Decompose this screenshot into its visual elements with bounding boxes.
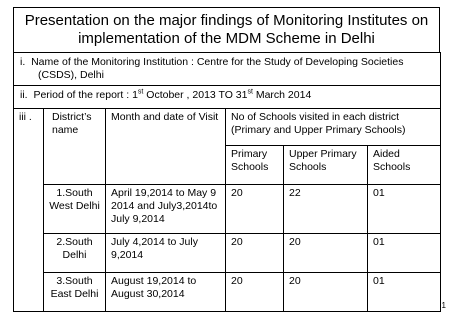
primary-count: 20 (226, 273, 284, 312)
header-row (14, 109, 441, 146)
district-name: 1.South West Delhi (44, 185, 106, 234)
visit-dates: July 4,2014 to July 9,2014 (106, 234, 226, 273)
row-institution (14, 53, 441, 86)
period-text-c: March 2014 (252, 89, 312, 101)
title-line-2: implementation of the MDM Scheme in Delhi (78, 30, 375, 47)
upper-primary-count: 20 (284, 234, 368, 273)
aided-count: 01 (368, 273, 441, 312)
upper-primary-count: 20 (284, 273, 368, 312)
title-line-1: Presentation on the major findings of Monitoring Institutes on (24, 12, 429, 29)
period-text-a: Period of the report : 1 (33, 89, 138, 101)
primary-count: 20 (226, 185, 284, 234)
row-i-label: i. (20, 56, 26, 68)
col-schools-header: No of Schools visited in each district (Primary and Upper Primary Schools) (226, 109, 441, 146)
sub-aided-header: Aided Schools (368, 146, 441, 185)
slide (13, 7, 440, 301)
col-district-header: District’s name (44, 109, 106, 185)
period-sup-a: st (137, 88, 144, 96)
table-row (14, 185, 441, 234)
institution-name-line-2: (CSDS), Delhi (38, 69, 104, 81)
row-period (14, 86, 441, 109)
sub-upper-header: Upper Primary Schools (284, 146, 368, 185)
period-text-b: October , 2013 TO 31 (143, 89, 248, 101)
row-iii-label: iii . (14, 109, 44, 312)
district-name: 3.South East Delhi (44, 273, 106, 312)
visit-dates: April 19,2014 to May 9 2014 and July3,2014to July 9,2014 (106, 185, 226, 234)
upper-primary-count: 22 (284, 185, 368, 234)
sub-primary-header: Primary Schools (226, 146, 284, 185)
findings-table (13, 52, 441, 312)
slide-title (13, 7, 440, 52)
aided-count: 01 (368, 234, 441, 273)
period-sup-b: st (247, 88, 253, 96)
primary-count: 20 (226, 234, 284, 273)
institution-name-line-1: Name of the Monitoring Institution : Centre for the Study of Developing Societies (31, 56, 404, 68)
visit-dates: August 19,2014 to August 30,2014 (106, 273, 226, 312)
district-name: 2.South Delhi (44, 234, 106, 273)
table-row (14, 234, 441, 273)
col-visit-header: Month and date of Visit (106, 109, 226, 185)
page-number: 1 (441, 301, 446, 310)
table-row (14, 273, 441, 312)
aided-count: 01 (368, 185, 441, 234)
row-ii-label: ii. (20, 89, 28, 101)
